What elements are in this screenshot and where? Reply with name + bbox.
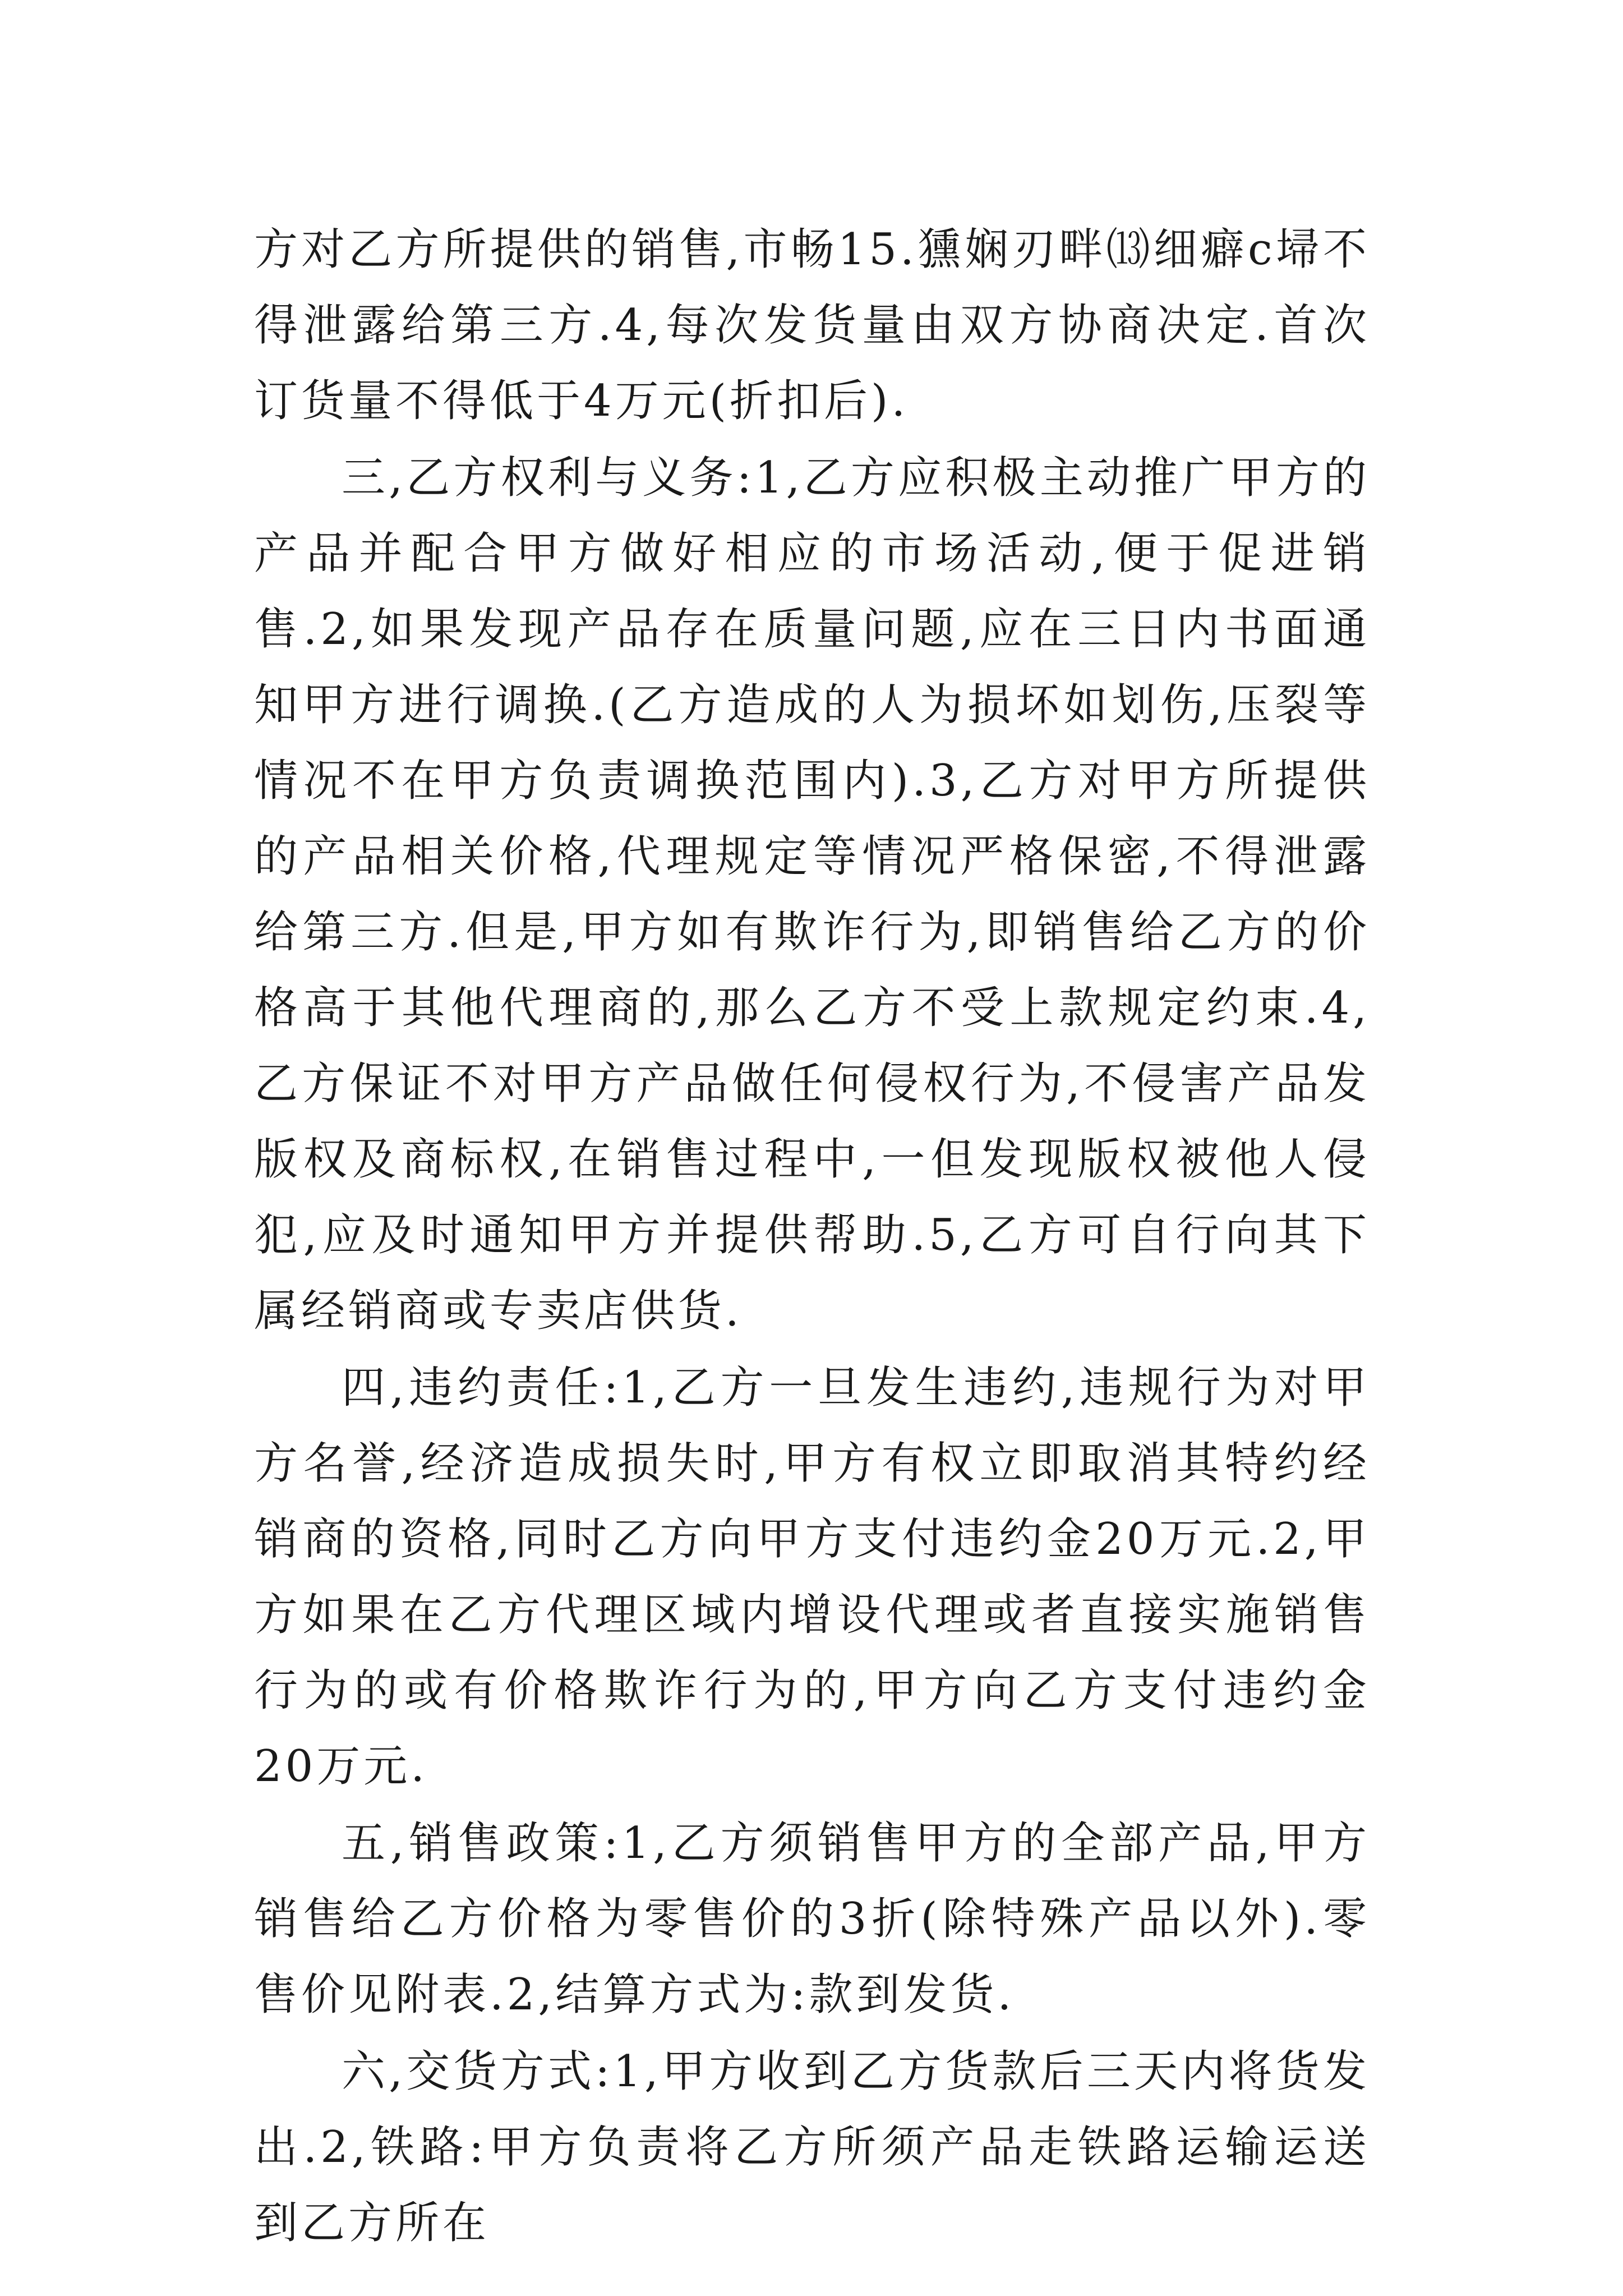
document-page (254, 212, 1370, 2261)
paragraph-section-6-delivery: 六,交货方式:1,甲方收到乙方货款后三天内将货发出.2,铁路:甲方负责将乙方所须产品走铁路运输运送到乙方所在 (254, 2046, 1370, 2248)
paragraph-continuation: 方对乙方所提供的销售,市畅15.獯娴刃畔⒀细癖c埽不得泄露给第三方.4,每次发货量由双方协商决定.首次订货量不得低于4万元(折扣后). (254, 224, 1370, 426)
paragraph-section-3-rights-obligations: 三,乙方权利与义务:1,乙方应积极主动推广甲方的产品并配合甲方做好相应的市场活动,便于促进销售.2,如果发现产品存在质量问题,应在三日内书面通知甲方进行调换.(乙方造成的人为损坏如划伤,压裂等情况不在甲方负责调换范围内).3,乙方对甲方所提供的产品相关价格,代理规定等情况严格保密,不得泄露给第三方.但是,甲方如有欺诈行为,即销售给乙方的价格高于其他代理商的,那么乙方不受上款规定约束.4,乙方保证不对甲方产品做任何侵权行为,不侵害产品发版权及商标权,在销售过程中,一但发现版权被他人侵犯,应及时通知甲方并提供帮助.5,乙方可自行向其下属经销商或专卖店供货. (254, 453, 1370, 1336)
paragraph-section-4-liability: 四,违约责任:1,乙方一旦发生违约,违规行为对甲方名誉,经济造成损失时,甲方有权立即取消其特约经销商的资格,同时乙方向甲方支付违约金20万元.2,甲方如果在乙方代理区域内增设代理或者直接实施销售行为的或有价格欺诈行为的,甲方向乙方支付违约金20万元. (254, 1363, 1370, 1792)
paragraph-section-5-sales-policy: 五,销售政策:1,乙方须销售甲方的全部产品,甲方销售给乙方价格为零售价的3折(除特殊产品以外).零售价见附表.2,结算方式为:款到发货. (254, 1818, 1370, 2020)
